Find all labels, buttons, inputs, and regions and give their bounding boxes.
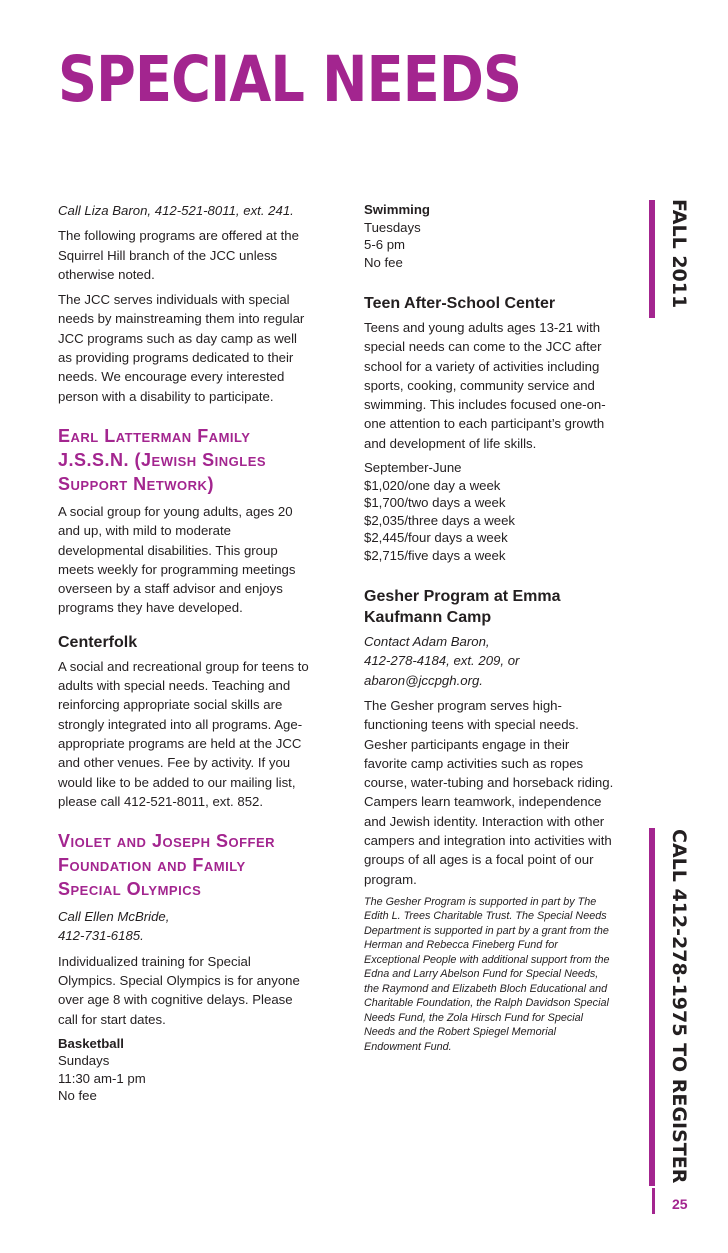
gesher-heading [364,586,616,628]
season-label: FALL 2011 [668,199,690,309]
gesher-heading-line: Gesher Program at Emma [364,588,561,606]
teen-center-description: Teens and young adults ages 13-21 with special needs can come to the JCC after school for a variety of activities including sports, cooking, community service and swimming. This includes focused one-on-one attention to each participant’s growth and development of life skills. [364,320,606,451]
intro-paragraph: The following programs are offered at the Squirrel Hill branch of the JCC unless otherwise noted. [58,228,299,282]
page-number: 25 [672,1196,688,1212]
activity-day: Sundays [58,1053,110,1069]
contact-line: 412-731-6185. [58,928,144,944]
activity-fee: No fee [364,254,403,270]
price-line: $1,020/one day a week [364,477,501,493]
special-needs-contact: Call Liza Baron, 412-521-8011, ext. 241. [58,203,294,218]
special-olympics-heading-line: Foundation and Family [58,855,246,876]
jssn-heading [58,424,310,496]
jssn-heading-line: Earl Latterman Family [58,425,251,446]
activity-name: Basketball [58,1035,124,1051]
contact-line: Contact Adam Baron, [364,634,490,650]
register-phone-label: CALL 412-278-1975 TO REGISTER [668,829,690,1184]
left-column [58,201,310,1105]
contact-line: 412-278-4184, ext. 209, or [364,653,520,669]
activity-day: Tuesdays [364,219,421,235]
page-title: SPECIAL NEEDS [58,43,522,116]
price-line: $2,715/five days a week [364,547,506,563]
teen-center-dates: September-June [364,460,462,476]
special-olympics-heading [58,829,310,901]
price-line: $2,445/four days a week [364,530,508,546]
activity-name: Swimming [364,202,430,217]
activity-time: 11:30 am-1 pm [58,1070,146,1086]
swimming-schedule [364,201,616,271]
special-olympics-contact [58,907,310,946]
gesher-heading-line: Kaufmann Camp [364,609,492,627]
right-column [364,201,616,1060]
centerfolk-description: A social and recreational group for teens to adults with special needs. Teaching and reinforcing appropriate social skills are strongly integrated into all programs. Age-appropriate programs are held at the JCC and other venues. Fee by activity. If you would like to be added to our mailing list, please call 412-521-8011, ext. 852. [58,658,309,809]
activity-time: 5-6 pm [364,237,406,252]
page-number-divider [652,1188,655,1214]
special-olympics-heading-line: Violet and Joseph Soffer [58,831,276,852]
jssn-heading-line: J.S.S.N. (Jewish Singles [58,449,267,470]
basketball-schedule [58,1035,310,1105]
centerfolk-heading: Centerfolk [58,633,138,651]
price-line: $2,035/three days a week [364,512,516,528]
contact-email: abaron@jccpgh.org. [364,672,483,688]
contact-line: Call Ellen McBride, [58,909,170,925]
jcc-mission-paragraph: The JCC serves individuals with special needs by mainstreaming them into regular JCC programs such as day camp as well as providing programs dedicated to their needs. We encourage every interested person with a disability to participate. [58,292,305,404]
activity-fee: No fee [58,1088,97,1104]
special-olympics-heading-line: Special Olympics [58,879,202,900]
gesher-contact [364,632,616,690]
special-olympics-description: Individualized training for Special Olympics. Special Olympics is for anyone over age 8 with cognitive delays. Please call for start dates. [58,953,300,1027]
gesher-description: The Gesher program serves high-functioning teens with special needs. Gesher participants engage in their favorite camp activities such as ropes course, water-tubing and horseback riding. Campers learn teamwork, independence and Jewish identity. Interaction with other campers and integration into activities with groups of all ages is a focal point of our program. [364,697,614,887]
side-rule-top [649,200,655,318]
teen-center-pricing [364,459,616,564]
teen-center-heading: Teen After-School Center [364,295,556,312]
side-rule-bottom [649,828,655,1186]
price-line: $1,700/two days a week [364,495,506,511]
jssn-heading-line: Support Network) [58,473,214,494]
gesher-funding-note: The Gesher Program is supported in part by The Edith L. Trees Charitable Trust. The Special Needs Department is supported in part by a grant from the Herman and Rebecca Fineberg Fund for Exceptional People with additional support from the Edna and Larry Abelson Fund for Special Needs, the Raymond and Elizabeth Bloch Educational and Charitable Foundation, the Ralph Davidson Special Needs Fund, the Zola Hirsch Fund for Special Needs and the Robert Spiegel Memorial Endowment Fund. [364,895,610,1053]
jssn-description: A social group for young adults, ages 20 and up, with mild to moderate developmental disabilities. This group meets weekly for programming meetings overseen by a staff advisor and enjoys programs they have developed. [58,503,296,616]
